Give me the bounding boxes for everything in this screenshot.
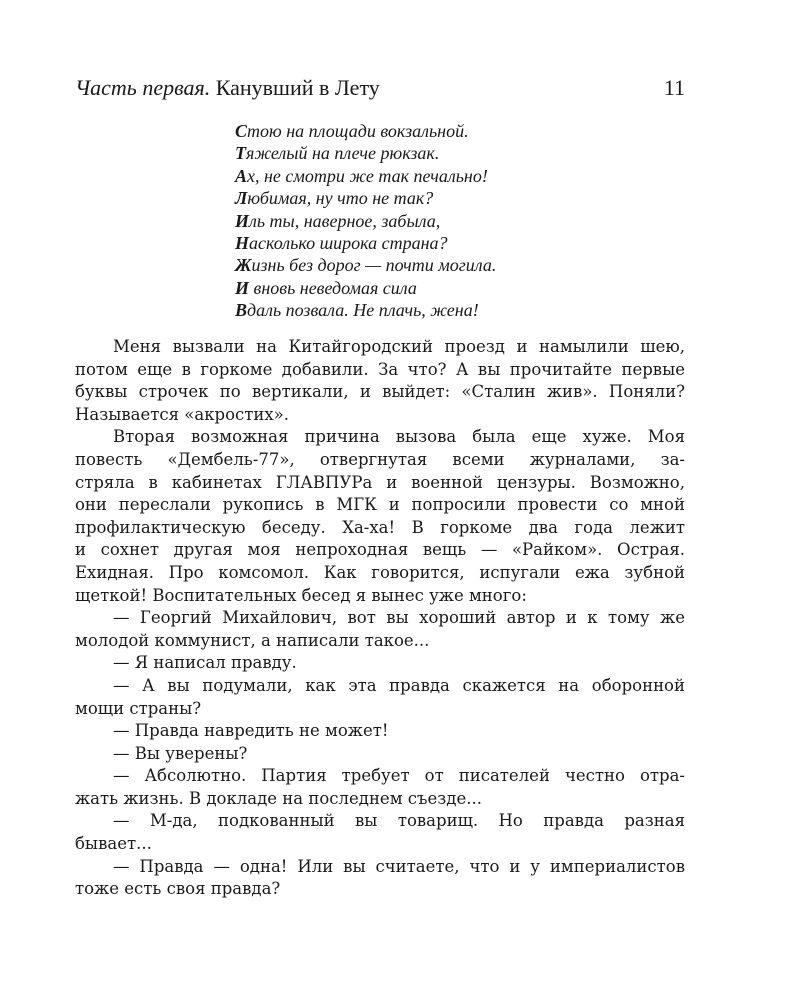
poem-line — [235, 210, 496, 232]
body-text — [75, 336, 685, 901]
acrostic-letter: Т — [235, 143, 246, 164]
text-line: — Правда — одна! Или вы считаете, что и у империалистов — [113, 856, 685, 876]
text-line: и сохнет другая моя непроходная вещь — «Райком». Острая. — [75, 540, 685, 560]
text-line: тоже есть своя правда? — [75, 879, 281, 899]
acrostic-letter: Л — [235, 188, 248, 209]
running-header — [75, 72, 685, 104]
poem-line — [235, 187, 496, 209]
poem-line — [235, 165, 496, 187]
text-line: профилактическую беседу. Ха-ха! В горкоме два года лежит — [75, 517, 685, 537]
acrostic-letter: А — [235, 165, 248, 186]
text-line: стряла в кабинетах ГЛАВПУРа и военной цензуры. Возможно, — [75, 472, 685, 492]
text-line: повесть «Дембель-77», отвергнутая всеми журналами, за- — [75, 449, 685, 469]
text-line: — А вы подумали, как эта правда скажется на оборонной — [113, 675, 685, 695]
poem-line — [235, 254, 496, 276]
poem-line-text: тою на площади вокзальной. — [247, 121, 469, 141]
acrostic-letter: И — [235, 210, 250, 231]
text-line: потом еще в горкоме добавили. За что? А вы прочитайте первые — [75, 359, 685, 379]
text-line: Ехидная. Про комсомол. Как говорится, испугали ежа зубной — [75, 562, 685, 582]
text-line: щеткой! Воспитательных бесед я вынес уже много: — [75, 585, 527, 605]
text-line: жать жизнь. В докладе на последнем съезде... — [75, 788, 482, 808]
text-line: — М-да, подкованный вы товарищ. Но правда разная — [113, 811, 685, 831]
poem-line-text: даль позвала. Не плачь, жена! — [247, 300, 479, 321]
text-line: Вторая возможная причина вызова была еще хуже. Моя — [113, 427, 685, 447]
text-line: они переслали рукопись в МГК и попросили провести со мной — [75, 495, 685, 515]
poem-line — [235, 277, 496, 299]
acrostic-letter: С — [235, 121, 248, 141]
text-line: — Правда навредить не может! — [113, 721, 389, 741]
poem-line-text: ль ты, наверное, забыла, — [249, 210, 441, 231]
text-line: — Я написал правду. — [113, 653, 297, 673]
poem-line-text: юбимая, ну что не так? — [247, 188, 434, 209]
poem-line — [235, 232, 496, 254]
acrostic-letter: Н — [235, 232, 250, 253]
poem-line-text: х, не смотри же так печально! — [247, 165, 488, 186]
poem-line-text: вновь неведомая сила — [249, 277, 417, 298]
acrostic-letter: И — [235, 277, 250, 298]
page-number: 11 — [663, 75, 685, 100]
poem-line — [235, 120, 496, 142]
poem-line-text: изнь без дорог — почти могила. — [251, 255, 497, 276]
poem-line-text: асколько широка страна? — [249, 232, 448, 253]
acrostic-letter: Ж — [235, 255, 252, 276]
poem-line — [235, 299, 496, 321]
part-title: Часть первая. — [75, 75, 211, 100]
text-line: — Абсолютно. Партия требует от писателей честно отра- — [113, 766, 685, 786]
text-line: — Вы уверены? — [113, 743, 248, 763]
text-line: бывает... — [75, 834, 152, 854]
acrostic-poem — [235, 120, 496, 322]
text-line: Называется «акростих». — [75, 404, 290, 424]
text-line: мощи страны? — [75, 698, 202, 718]
text-line: — Георгий Михайлович, вот вы хороший автор и к тому же — [113, 608, 685, 628]
text-line: буквы строчек по вертикали, и выйдет: «Сталин жив». Поняли? — [75, 382, 685, 402]
poem-line — [235, 142, 496, 164]
acrostic-letter: В — [235, 300, 248, 321]
text-line: Меня вызвали на Китайгородский проезд и намылили шею, — [113, 337, 685, 356]
text-line: молодой коммунист, а написали такое... — [75, 630, 430, 650]
poem-line-text: яжелый на плече рюкзак. — [246, 143, 440, 164]
chapter-title: Канувший в Лету — [215, 75, 380, 100]
